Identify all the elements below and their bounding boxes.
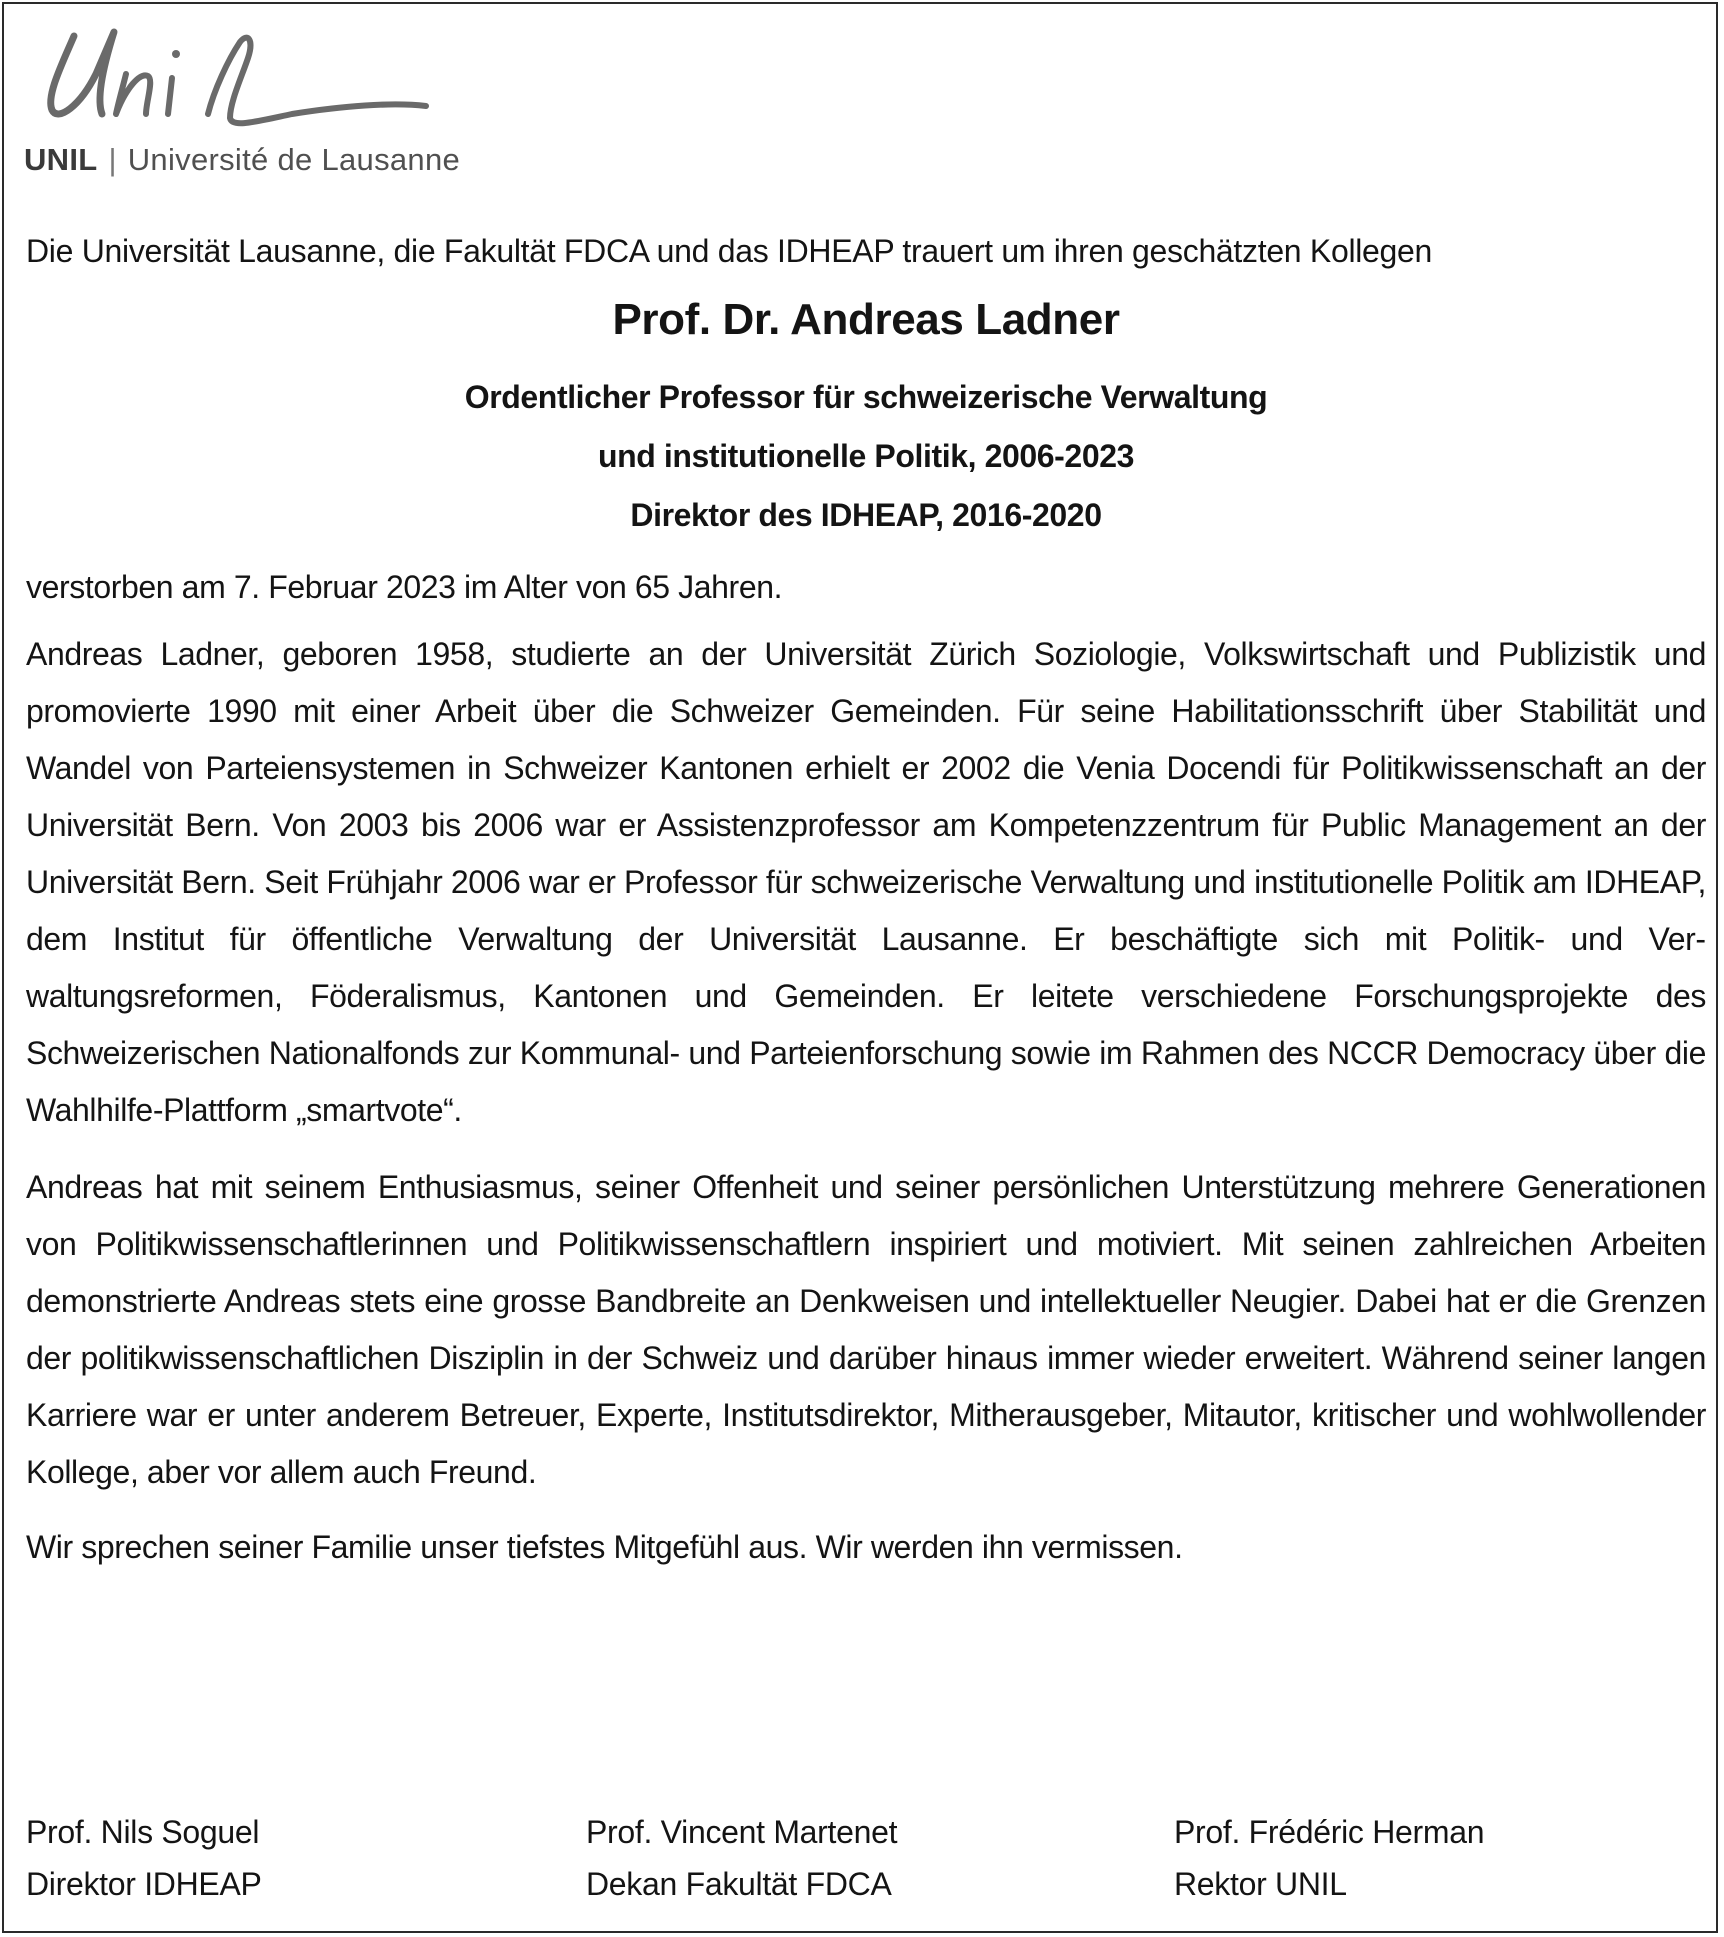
logo-university: Université de Lausanne xyxy=(127,142,461,177)
deceased-name: Prof. Dr. Andreas Ladner xyxy=(612,295,1120,344)
logo-caption xyxy=(24,142,460,178)
signatory-name: Prof. Vincent Martenet xyxy=(586,1814,898,1850)
tribute-paragraph: Andreas hat mit seinem Enthusiasmus, seiner Offenheit und seiner persönlichen Unterstützung mehrere Generationen von Politikwissenschaftlerinnen und Politikwissenschaftlern inspiriert und motiviert. Mit seinen zahlreichen Arbeiten demonstrierte Andreas stets eine grosse Bandbreite an Denkweisen und intellektueller Neugier. Dabei hat er die Grenzen der politikwissenschaftlichen Disziplin in der Schweiz und darüber hinaus immer wieder erweitert. Während seiner langen Karriere war er unter anderem Betreuer, Experte, Institutsdirektor, Mitherausgeber, Mitautor, kritischer und wohlwollender Kollege, aber vor allem auch Freund. xyxy=(26,1169,1706,1490)
signatory xyxy=(1174,1806,1484,1910)
role-line: und institutionelle Politik, 2006-2023 xyxy=(597,438,1135,474)
signatory-title: Rektor UNIL xyxy=(1174,1866,1347,1902)
signatory-title: Dekan Fakultät FDCA xyxy=(586,1866,892,1902)
roles-block xyxy=(26,368,1706,545)
death-notice: verstorben am 7. Februar 2023 im Alter von 65 Jahren. xyxy=(26,569,783,605)
biography-paragraph: Andreas Ladner, geboren 1958, studierte an der Universität Zürich Soziologie, Volkswirtschaft und Publizistik und promovierte 1990 mit einer Arbeit über die Schweizer Gemeinden. Für seine Habilitationsschrift über Stabilität und Wandel von Parteiensystemen in Schweizer Kantonen erhielt er 2002 die Venia Docendi für Politikwissenschaft an der Universität Bern. Von 2003 bis 2006 war er Assistenzprofessor am Kompetenzzentrum für Public Management an der Universität Bern. Seit Frühjahr 2006 war er Professor für schweizerische Verwaltung und institutionelle Politik am IDHEAP, dem Institut für öffentliche Verwaltung der Universität Lausanne. Er beschäftigte sich mit Politik- und Verwaltungsreformen, Föderalismus, Kantonen und Gemeinden. Er leitete verschiedene Forschungsprojekte des Schweizerischen Nationalfonds zur Kommunal- und Parteienforschung sowie im Rahmen des NCCR Democracy über die Wahlhilfe-Plattform „smartvote“. xyxy=(26,636,1706,1128)
logo-separator: | xyxy=(108,142,117,177)
signatory-name: Prof. Nils Soguel xyxy=(26,1814,260,1850)
intro-text: Die Universität Lausanne, die Fakultät FDCA und das IDHEAP trauert um ihren geschätzten Kollegen xyxy=(26,233,1433,269)
unil-script-wordmark xyxy=(22,14,502,139)
notice-body xyxy=(26,230,1706,1576)
signatory xyxy=(26,1806,262,1910)
signatory-title: Direktor IDHEAP xyxy=(26,1866,262,1902)
closing-sentence: Wir sprechen seiner Familie unser tiefstes Mitgefühl aus. Wir werden ihn vermissen. xyxy=(26,1529,1183,1565)
signatory xyxy=(586,1806,897,1910)
signatory-name: Prof. Frédéric Herman xyxy=(1174,1814,1485,1850)
role-line: Ordentlicher Professor für schweizerische Verwaltung xyxy=(464,379,1268,415)
logo-brand: UNIL xyxy=(24,142,98,177)
unil-logo xyxy=(22,14,502,184)
role-line: Direktor des IDHEAP, 2016-2020 xyxy=(630,497,1102,533)
signatures xyxy=(26,1806,1706,1916)
